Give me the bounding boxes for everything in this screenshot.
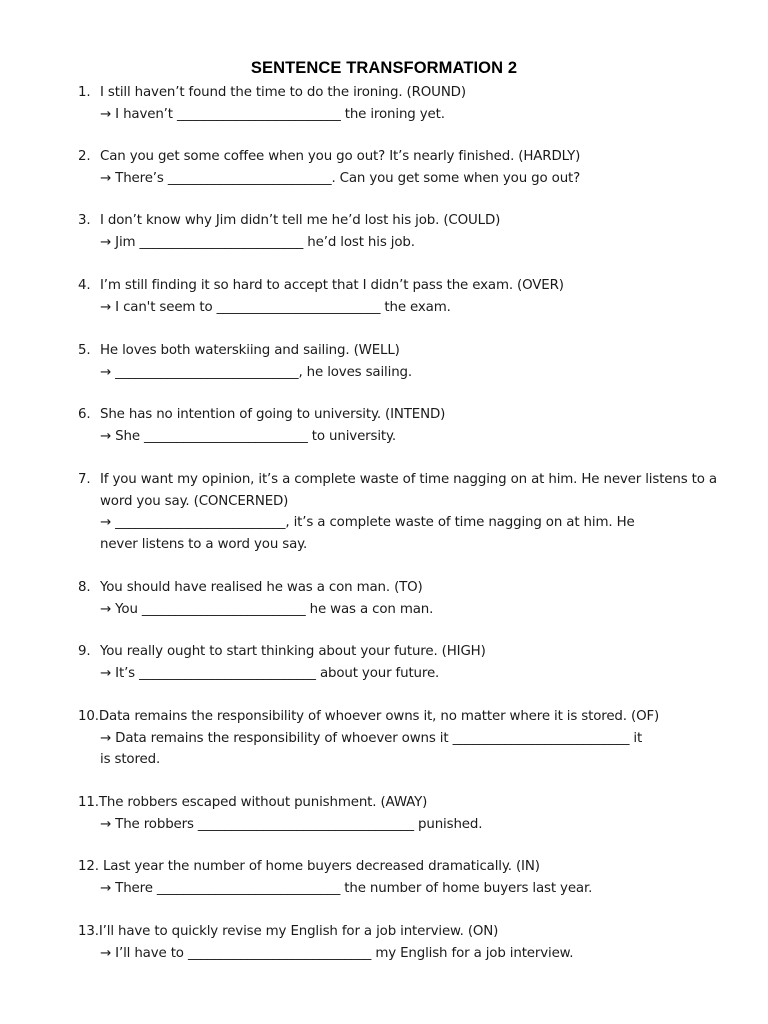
question-number: 10. <box>78 709 99 724</box>
question-prompt <box>78 792 738 814</box>
question-text: You should have realised he was a con man. (TO) <box>100 580 423 595</box>
question-text: You really ought to start thinking about your future. (HIGH) <box>100 644 486 659</box>
question-text: I’m still finding it so hard to accept that I didn’t pass the exam. (OVER) <box>100 278 564 293</box>
question-number: 5. <box>78 343 91 358</box>
question-text-continued: word you say. (CONCERNED) <box>100 493 289 509</box>
question-prompt <box>78 210 738 232</box>
answer-line: → I haven’t _________________________ the ironing yet. <box>100 106 445 122</box>
question-text: Can you get some coffee when you go out? It’s nearly finished. (HARDLY) <box>100 149 581 164</box>
question-prompt <box>78 146 738 168</box>
question-item-13 <box>78 921 738 964</box>
question-item-11 <box>78 792 738 835</box>
question-item-7 <box>78 469 738 555</box>
answer-line: → She _________________________ to university. <box>100 428 396 444</box>
question-number: 3. <box>78 213 91 228</box>
question-item-2 <box>78 146 738 189</box>
question-text: Last year the number of home buyers decreased dramatically. (IN) <box>98 859 540 874</box>
question-prompt <box>78 706 738 728</box>
question-prompt <box>78 82 738 104</box>
question-text: I still haven’t found the time to do the ironing. (ROUND) <box>100 85 466 100</box>
answer-line: → I’ll have to ____________________________ my English for a job interview. <box>100 945 574 961</box>
question-number: 7. <box>78 472 91 487</box>
question-number: 1. <box>78 85 91 100</box>
question-item-1 <box>78 82 738 125</box>
question-item-3 <box>78 210 738 253</box>
answer-line: → Jim _________________________ he’d lost his job. <box>100 234 415 250</box>
answer-line: → The robbers _________________________________ punished. <box>100 816 483 832</box>
answer-line: → There’s _________________________. Can you get some when you go out? <box>100 170 581 186</box>
question-item-6 <box>78 404 738 447</box>
answer-line-continued: never listens to a word you say. <box>100 536 308 552</box>
question-prompt <box>78 577 738 599</box>
answer-line: → There ____________________________ the number of home buyers last year. <box>100 880 593 896</box>
question-item-12 <box>78 856 738 899</box>
question-prompt <box>78 856 738 878</box>
question-text: He loves both waterskiing and sailing. (WELL) <box>100 343 400 358</box>
question-item-9 <box>78 641 738 684</box>
question-prompt <box>78 641 738 663</box>
question-item-8 <box>78 577 738 620</box>
worksheet-title: SENTENCE TRANSFORMATION 2 <box>250 59 518 77</box>
question-item-10 <box>78 706 738 771</box>
question-text: I’ll have to quickly revise my English for a job interview. (ON) <box>98 924 499 939</box>
question-prompt <box>78 340 738 362</box>
answer-line-continued: is stored. <box>100 752 161 767</box>
question-number: 2. <box>78 149 91 164</box>
question-number: 12. <box>78 859 99 874</box>
question-number: 9. <box>78 644 91 659</box>
question-number: 8. <box>78 580 91 595</box>
question-number: 4. <box>78 278 91 293</box>
question-number: 13. <box>78 924 99 939</box>
question-number: 11. <box>78 795 99 810</box>
answer-line: → It’s ___________________________ about your future. <box>100 665 440 681</box>
answer-line: → You _________________________ he was a con man. <box>100 601 434 617</box>
answer-line: → __________________________, it’s a complete waste of time nagging on at him. He <box>100 515 635 530</box>
question-text: I don’t know why Jim didn’t tell me he’d lost his job. (COULD) <box>100 213 501 228</box>
answer-line: → ____________________________, he loves sailing. <box>100 364 412 380</box>
question-prompt <box>78 275 738 297</box>
question-number: 6. <box>78 407 91 422</box>
question-prompt <box>78 921 738 943</box>
question-text: If you want my opinion, it’s a complete waste of time nagging on at him. He never listens to a <box>100 472 717 487</box>
question-item-4 <box>78 275 738 318</box>
question-text: The robbers escaped without punishment. (AWAY) <box>98 795 428 810</box>
question-text: Data remains the responsibility of whoever owns it, no matter where it is stored. (OF) <box>98 709 660 724</box>
question-prompt <box>78 469 738 491</box>
answer-line: → I can't seem to _________________________ the exam. <box>100 299 451 315</box>
question-text: She has no intention of going to university. (INTEND) <box>100 407 446 422</box>
answer-line: → Data remains the responsibility of whoever owns it ___________________________ it <box>100 730 643 746</box>
question-item-5 <box>78 340 738 383</box>
question-prompt <box>78 404 738 426</box>
